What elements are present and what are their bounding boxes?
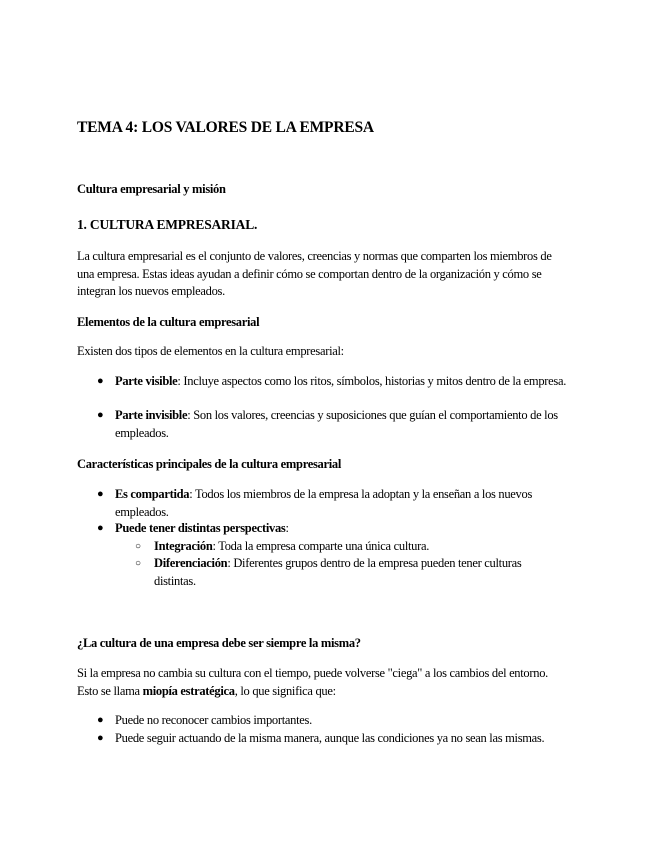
sub-list-item [77,555,577,590]
item-text: : Toda la empresa comparte una única cultura. [212,539,430,553]
item-bold: Es compartida [115,487,190,501]
list-item [77,486,577,521]
heading-caracteristicas: Características principales de la cultura empresarial [77,457,342,471]
bullet-icon: ● [97,714,104,726]
item-text: Puede no reconocer cambios importantes. [115,713,312,727]
item-text: : Diferentes grupos dentro de la empresa pueden tener culturas distintas. [154,556,522,588]
elementos-intro: Existen dos tipos de elementos en la cultura empresarial: [77,344,344,358]
section-heading: Cultura empresarial y misión [77,182,226,196]
item-text: : [285,521,289,535]
list-item [77,407,577,442]
pregunta-paragraph [77,665,567,700]
heading-elementos: Elementos de la cultura empresarial [77,315,260,329]
item-bold: Parte visible [115,374,178,388]
page-title: TEMA 4: LOS VALORES DE LA EMPRESA [77,119,374,136]
list-item [77,373,577,391]
bullet-icon: ● [97,522,104,534]
item-text: : Son los valores, creencias y suposiciones que guían el comportamiento de los empleados. [115,408,558,440]
para-text-before: Si la empresa no cambia su cultura con el tiempo, puede volverse "ciega" a los cambios del entorno. Esto se llama [77,666,548,698]
intro-paragraph: La cultura empresarial es el conjunto de valores, creencias y normas que comparten los miembros de una empresa. Estas ideas ayudan a definir cómo se comportan dentro de la organización y cómo se integran los nuevos empleados. [77,249,552,298]
item-bold: Integración [154,539,213,553]
list-item [77,520,577,538]
sub-list-item [77,538,577,556]
para-text-after: , lo que significa que: [234,683,336,698]
bullet-icon: ● [97,375,104,387]
sub-bullet-icon: ○ [135,558,141,569]
bullet-icon: ● [97,409,104,421]
para-bold-term: miopía estratégica [142,683,235,698]
list-item [77,712,577,730]
heading-cultura-empresarial: 1. CULTURA EMPRESARIAL. [77,217,258,232]
item-text: Puede seguir actuando de la misma manera, aunque las condiciones ya no sean las mismas. [115,731,545,745]
bullet-icon: ● [97,732,104,744]
item-bold: Puede tener distintas perspectivas [115,521,286,535]
list-item [77,730,577,748]
bullet-icon: ● [97,488,104,500]
item-bold: Parte invisible [115,408,188,422]
item-bold: Diferenciación [154,556,228,570]
sub-bullet-icon: ○ [135,541,141,552]
item-text: : Todos los miembros de la empresa la adoptan y la enseñan a los nuevos empleados. [115,487,533,519]
heading-pregunta: ¿La cultura de una empresa debe ser siempre la misma? [77,636,361,650]
item-text: : Incluye aspectos como los ritos, símbolos, historias y mitos dentro de la empresa. [177,374,567,388]
